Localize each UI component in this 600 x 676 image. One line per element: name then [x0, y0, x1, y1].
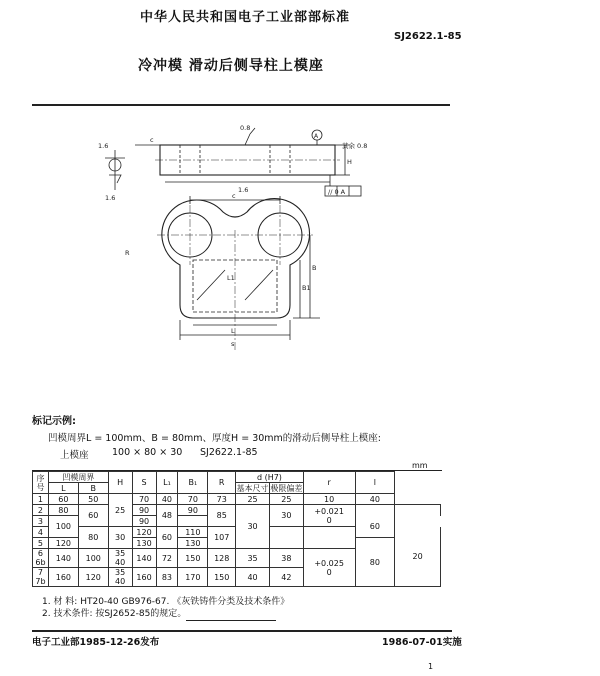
note-technical: 2. 技术条件: 按SJ2652-85的规定。	[42, 609, 187, 619]
table-row	[33, 505, 442, 516]
header-perimeter: 凹模周界	[48, 472, 108, 483]
cell: 60	[156, 527, 178, 549]
cell: 60	[78, 505, 108, 527]
header-l1: L₁	[156, 472, 178, 494]
cell: 60	[48, 494, 78, 505]
header-h: H	[108, 472, 132, 494]
cell: 140	[132, 549, 156, 568]
plan-l-label: L	[231, 327, 235, 335]
cell: 72	[156, 549, 178, 568]
dim-s-side-label: 1.6	[238, 186, 249, 194]
cell: 73	[208, 494, 236, 505]
cell: 30	[269, 505, 303, 527]
cell: 110	[178, 527, 208, 538]
cell: 150	[178, 549, 208, 568]
surface-finish-label: 1.6	[98, 142, 109, 150]
plan-b-label: B	[312, 264, 317, 272]
cell: 20	[395, 527, 441, 587]
cell: 30	[108, 527, 132, 549]
cell: 35 40	[108, 568, 132, 587]
cell: 70	[132, 494, 156, 505]
plan-r-label: R	[125, 249, 130, 257]
cell: 90	[178, 505, 208, 516]
cell: 170	[178, 568, 208, 587]
cell: 150	[208, 568, 236, 587]
cell: 35 40	[108, 549, 132, 568]
header-d-tol: 极限偏差	[270, 483, 303, 493]
cell: 120	[48, 538, 78, 549]
standard-number: SJ2622.1-85	[394, 31, 462, 42]
implementation-date: 1986-07-01实施	[382, 637, 462, 648]
cell: 25	[236, 494, 270, 505]
cell: 160	[48, 568, 78, 587]
cell: 48	[156, 505, 178, 527]
cell: 130	[178, 538, 208, 549]
cell: 50	[78, 494, 108, 505]
cell: 40	[236, 568, 270, 587]
cell: 128	[208, 549, 236, 568]
cell: 35	[236, 549, 270, 568]
section-detail	[105, 150, 125, 190]
table-row	[33, 494, 442, 505]
header-b: B	[78, 483, 108, 494]
datum-a-label: A	[314, 133, 319, 140]
cell: 140	[48, 549, 78, 568]
header-l-small: l	[355, 472, 395, 494]
cell: 120	[78, 568, 108, 587]
dimension-table	[32, 471, 442, 587]
cell: 25	[108, 494, 132, 527]
cell: +0.021 0	[303, 505, 355, 527]
cell: 90	[132, 505, 156, 516]
notes-underline	[186, 620, 276, 621]
cell: 7 7b	[33, 568, 49, 587]
issue-date: 电子工业部1985-12-26发布	[32, 637, 160, 648]
cell: 100	[48, 516, 78, 538]
cell: 160	[132, 568, 156, 587]
cell: 120	[132, 527, 156, 538]
lower-roughness-label: 1.6	[105, 194, 116, 202]
plan-l1-label: L1	[227, 274, 235, 282]
cell: 83	[156, 568, 178, 587]
cell: 80	[78, 527, 108, 549]
marking-example-item: 上模座	[60, 450, 89, 461]
cell: 90	[132, 516, 156, 527]
cell: 100	[78, 549, 108, 568]
cell: 25	[269, 494, 303, 505]
dim-h-label: H	[347, 158, 352, 166]
cell: +0.025 0	[303, 549, 355, 587]
header-b1: B₁	[178, 472, 208, 494]
document-title: 冷冲模 滑动后侧导柱上模座	[138, 58, 324, 74]
header-seq: 序号	[33, 472, 49, 494]
footer-rule	[32, 630, 452, 632]
marking-example-code: SJ2622.1-85	[200, 447, 258, 458]
roughness-top-label: 0.8	[240, 124, 251, 132]
standard-header-title: 中华人民共和国电子工业部部标准	[140, 10, 351, 25]
cell: 30	[236, 505, 270, 549]
marking-example-value: 100 × 80 × 30	[112, 447, 183, 458]
cell: 5	[33, 538, 49, 549]
header-s: S	[132, 472, 156, 494]
cell: 38	[269, 549, 303, 568]
parallelism-frame-label: // 0 A	[328, 188, 346, 196]
plan-s-label: s	[231, 340, 235, 348]
cell: 1	[33, 494, 49, 505]
cell: 85	[208, 505, 236, 527]
cell: 42	[269, 568, 303, 587]
plan-c-label: c	[232, 192, 236, 200]
cell: 3	[33, 516, 49, 527]
cell: 70	[178, 494, 208, 505]
cell: 80	[48, 505, 78, 516]
cell: 130	[132, 538, 156, 549]
cell: 40	[156, 494, 178, 505]
cell: 80	[355, 538, 395, 587]
rest-roughness-value: 0.8	[357, 142, 368, 150]
cell: 60	[355, 516, 395, 538]
cell: 10	[303, 494, 355, 505]
rest-roughness-label: 其余	[342, 142, 355, 150]
page-number: 1	[428, 662, 434, 671]
cell: 2	[33, 505, 49, 516]
plan-view	[157, 196, 320, 350]
header-r-small: r	[303, 472, 355, 494]
dim-c-label: c	[150, 136, 154, 144]
cell: 107	[208, 527, 236, 549]
cell: 40	[355, 494, 395, 505]
title-divider	[32, 104, 450, 106]
marking-example-description: 凹模周界L = 100mm、B = 80mm、厚度H = 30mm的滑动后侧导柱上模座:	[48, 433, 381, 444]
plan-b1-label: B1	[302, 284, 311, 292]
technical-drawing	[95, 120, 425, 370]
cell: 4	[33, 527, 49, 538]
header-l: L	[48, 483, 78, 494]
cell	[269, 527, 303, 549]
header-d: d (H7)	[236, 472, 304, 483]
cell: 6 6b	[33, 549, 49, 568]
header-d-basic: 基本尺寸	[236, 483, 269, 493]
table-unit: mm	[412, 461, 428, 470]
note-material: 1. 材 料: HT20-40 GB976-67. 《灰铁铸件分类及技术条件》	[42, 597, 290, 607]
header-r: R	[208, 472, 236, 494]
marking-example-heading: 标记示例:	[32, 416, 76, 427]
